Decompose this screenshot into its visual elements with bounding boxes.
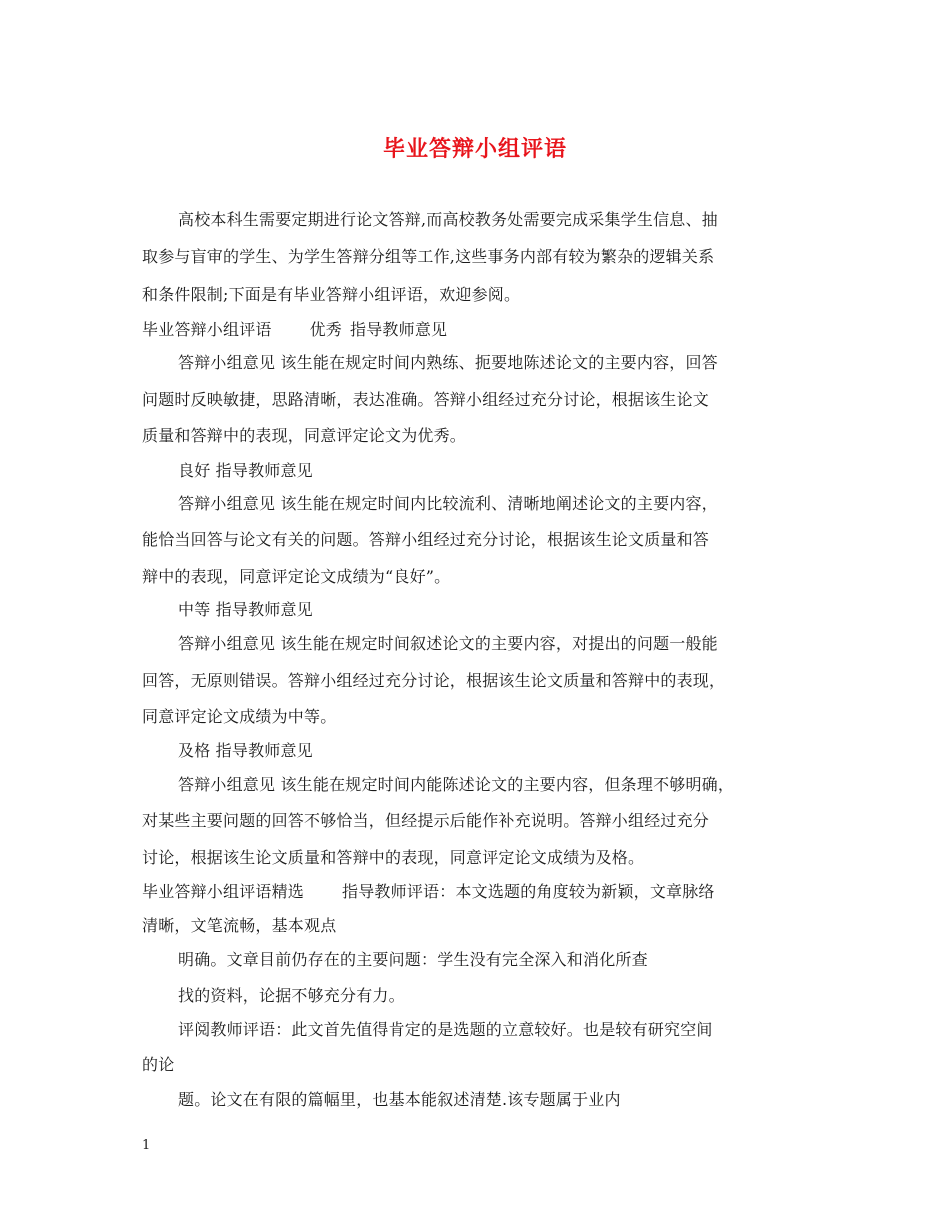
good-heading: 良好 指导教师意见 xyxy=(178,461,313,480)
section2-line-1: 清晰，文笔流畅，基本观点 xyxy=(142,916,337,935)
document-title: 毕业答辩小组评语 xyxy=(382,136,567,162)
section2-text: 指导教师评语：本文选题的角度较为新颖，文章脉络 xyxy=(342,882,715,901)
section2-line-6: 题。论文在有限的篇幅里，也基本能叙述清楚.该专题属于业内 xyxy=(178,1090,621,1109)
good-line-3: 辩中的表现，同意评定论文成绩为“良好”。 xyxy=(142,567,451,586)
pass-line-1: 答辩小组意见 该生能在规定时间内能陈述论文的主要内容，但条理不够明确， xyxy=(178,775,735,794)
excellent-line-1: 答辩小组意见 该生能在规定时间内熟练、扼要地陈述论文的主要内容，回答 xyxy=(178,353,718,372)
medium-line-1: 答辩小组意见 该生能在规定时间叙述论文的主要内容，对提出的问题一般能 xyxy=(178,634,718,653)
section2-heading: 毕业答辩小组评语精选 xyxy=(142,882,305,901)
page-number: 1 xyxy=(142,1138,151,1153)
section1-heading-line xyxy=(142,317,447,340)
pass-line-2: 对某些主要问题的回答不够恰当，但经提示后能作补充说明。答辩小组经过充分 xyxy=(142,811,710,830)
section2-line-2: 明确。文章目前仍存在的主要问题：学生没有完全深入和消化所查 xyxy=(178,950,648,969)
good-line-1: 答辩小组意见 该生能在规定时间内比较流利、清晰地阐述论文的主要内容， xyxy=(178,494,718,513)
excellent-line-3: 质量和答辩中的表现，同意评定论文为优秀。 xyxy=(142,426,467,445)
teacher-opinion-label: 指导教师意见 xyxy=(350,320,448,339)
excellent-line-2: 问题时反映敏捷，思路清晰，表达准确。答辩小组经过充分讨论，根据该生论文 xyxy=(142,390,710,409)
grade-excellent: 优秀 xyxy=(309,320,343,339)
medium-heading: 中等 指导教师意见 xyxy=(178,600,313,619)
section2-line-3: 找的资料，论据不够充分有力。 xyxy=(178,986,405,1005)
section2-line-5: 的论 xyxy=(142,1055,175,1074)
section1-heading: 毕业答辩小组评语 xyxy=(142,320,272,339)
medium-line-2: 回答，无原则错误。答辩小组经过充分讨论，根据该生论文质量和答辩中的表现， xyxy=(142,671,726,690)
intro-line-2: 取参与盲审的学生、为学生答辩分组等工作,这些事务内部有较为繁杂的逻辑关系 xyxy=(142,247,715,266)
medium-line-3: 同意评定论文成绩为中等。 xyxy=(142,707,337,726)
section2-line-4: 评阅教师评语：此文首先值得肯定的是选题的立意较好。也是较有研究空间 xyxy=(178,1020,713,1039)
pass-line-3: 讨论，根据该生论文质量和答辩中的表现，同意评定论文成绩为及格。 xyxy=(142,848,645,867)
pass-heading: 及格 指导教师意见 xyxy=(178,741,313,760)
intro-line-1: 高校本科生需要定期进行论文答辩,而高校教务处需要完成采集学生信息、抽 xyxy=(178,210,718,229)
intro-line-3: 和条件限制;下面是有毕业答辩小组评语，欢迎参阅。 xyxy=(142,285,521,304)
section2-heading-line xyxy=(142,879,715,902)
good-line-2: 能恰当回答与论文有关的问题。答辩小组经过充分讨论，根据该生论文质量和答 xyxy=(142,530,710,549)
